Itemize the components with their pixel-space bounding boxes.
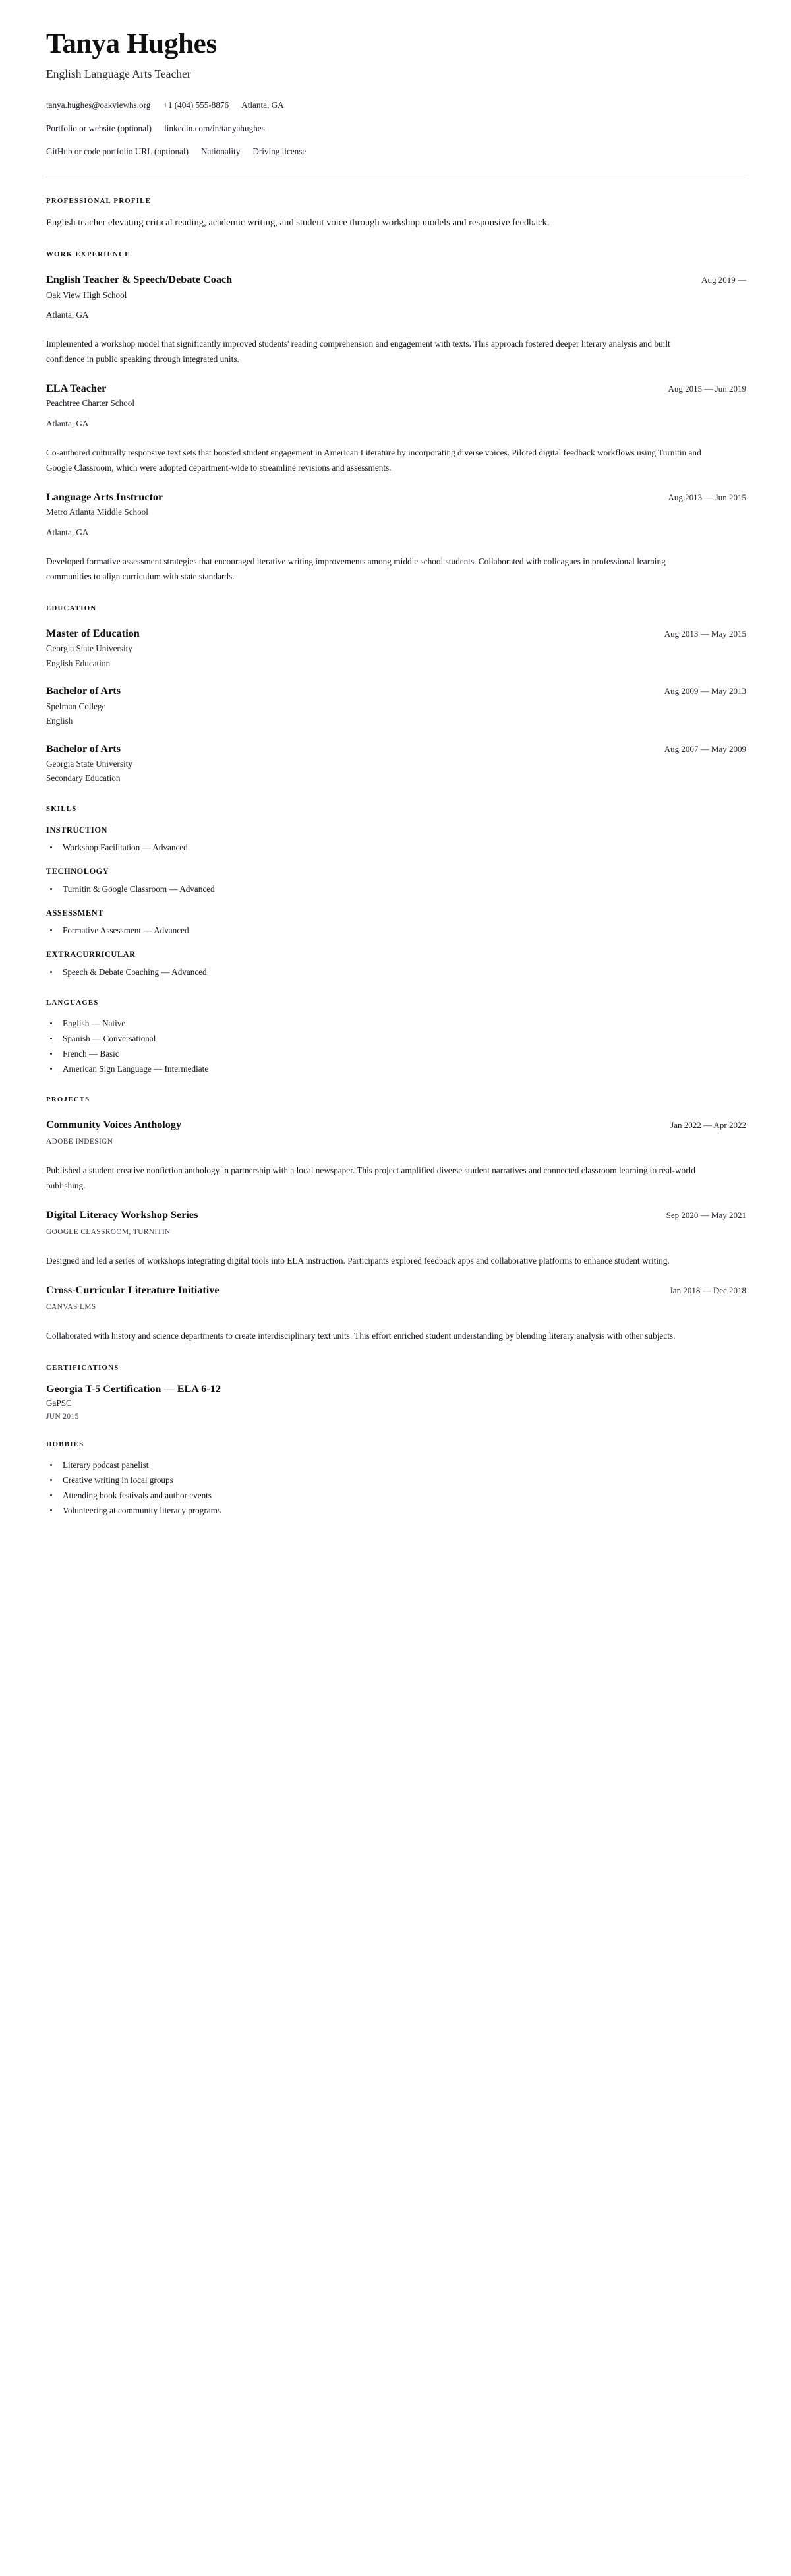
work-employer: Peachtree Charter School [46, 398, 135, 409]
education-field: English Education [46, 658, 111, 668]
project-tech-stack: CANVAS LMS [46, 1303, 96, 1312]
skill-category-label: INSTRUCTION [46, 825, 107, 834]
list-item: Formative Assessment — Advanced [46, 924, 746, 937]
languages-list [46, 1017, 746, 1076]
work-entry-head [46, 273, 746, 286]
work-description: Implemented a workshop model that significantly improved students' reading comprehension and engagement with texts. This approach fostered deeper literary analysis and built confidence in public speaking through integrated units. [46, 339, 670, 365]
hobbies-list [46, 1459, 746, 1517]
work-entry [46, 273, 746, 367]
work-entry-head [46, 382, 746, 395]
list-item: Turnitin & Google Classroom — Advanced [46, 883, 746, 896]
section-heading-projects: PROJECTS [46, 1096, 90, 1104]
section-professional-profile [46, 197, 746, 231]
work-description: Co-authored culturally responsive text sets that boosted student engagement in American Literature by incorporating diverse voices. Piloted digital feedback workflows using Turnitin and Google Classroom, which were adopted department-wide to streamline revisions and assessments. [46, 448, 701, 473]
section-hobbies [46, 1440, 746, 1517]
candidate-job-title: English Language Arts Teacher [46, 67, 191, 81]
list-item: English — Native [46, 1017, 746, 1030]
education-entry-head [46, 627, 746, 640]
section-certifications [46, 1364, 746, 1420]
contact-github-placeholder[interactable]: GitHub or code portfolio URL (optional) [46, 146, 189, 156]
project-description: Published a student creative nonfiction anthology in partnership with a local newspaper. This project amplified diverse student narratives and connected classroom learning to real-world publishing. [46, 1165, 695, 1191]
contact-line-primary [46, 100, 746, 111]
list-item: Workshop Facilitation — Advanced [46, 841, 746, 854]
list-item: Speech & Debate Coaching — Advanced [46, 966, 746, 979]
certification-issuer: GaPSC [46, 1398, 72, 1409]
resume-sheet [46, 29, 746, 1517]
candidate-name: Tanya Hughes [46, 28, 217, 59]
list-item: Spanish — Conversational [46, 1032, 746, 1045]
contact-line-links [46, 123, 746, 134]
contact-driving-license-placeholder[interactable]: Driving license [252, 146, 307, 156]
education-entry [46, 742, 746, 785]
project-entry-head [46, 1118, 746, 1131]
project-date-range: Jan 2018 — Dec 2018 [669, 1285, 746, 1295]
skill-list [46, 883, 746, 896]
contact-line-extra [46, 146, 746, 158]
section-work-experience [46, 250, 746, 585]
contact-nationality-placeholder[interactable]: Nationality [200, 146, 241, 156]
education-field: Secondary Education [46, 773, 121, 784]
education-date-range: Aug 2013 — May 2015 [664, 629, 746, 639]
work-date-range: Aug 2019 — [701, 275, 746, 285]
certification-date: JUN 2015 [46, 1413, 79, 1421]
contact-linkedin[interactable]: linkedin.com/in/tanyahughes [164, 123, 265, 133]
contact-phone[interactable]: +1 (404) 555-8876 [163, 100, 229, 111]
work-job-title: ELA Teacher [46, 382, 107, 395]
work-employer: Oak View High School [46, 289, 127, 300]
work-date-range: Aug 2013 — Jun 2015 [668, 492, 746, 503]
skill-group-extracurricular [46, 950, 746, 979]
contact-portfolio-placeholder[interactable]: Portfolio or website (optional) [46, 123, 152, 133]
list-item: French — Basic [46, 1047, 746, 1061]
project-date-range: Sep 2020 — May 2021 [666, 1210, 746, 1221]
skill-list [46, 841, 746, 854]
education-school: Georgia State University [46, 643, 132, 654]
education-date-range: Aug 2009 — May 2013 [664, 686, 746, 697]
education-degree: Bachelor of Arts [46, 742, 121, 755]
skill-list [46, 966, 746, 979]
section-heading-hobbies: HOBBIES [46, 1440, 84, 1449]
work-location: Atlanta, GA [46, 527, 89, 537]
skill-group-instruction [46, 825, 746, 854]
project-title: Cross-Curricular Literature Initiative [46, 1283, 220, 1296]
list-item: Volunteering at community literacy programs [46, 1504, 746, 1517]
work-entry [46, 382, 746, 476]
education-entry [46, 684, 746, 727]
skill-group-assessment [46, 908, 746, 937]
education-date-range: Aug 2007 — May 2009 [664, 744, 746, 754]
work-job-title: Language Arts Instructor [46, 491, 163, 504]
project-title: Digital Literacy Workshop Series [46, 1209, 198, 1221]
project-tech-stack: GOOGLE CLASSROOM, TURNITIN [46, 1228, 171, 1237]
resume-header [46, 29, 746, 177]
education-field: English [46, 716, 73, 726]
education-degree: Master of Education [46, 628, 140, 640]
project-description: Collaborated with history and science departments to create interdisciplinary text units. This effort enriched student understanding by blending literary analysis with other subjects. [46, 1331, 676, 1341]
work-description: Developed formative assessment strategies that encouraged iterative writing improvements among middle school students. Collaborated with colleagues in professional learning communities to align curriculum with state standards. [46, 556, 666, 582]
section-languages [46, 999, 746, 1076]
work-location: Atlanta, GA [46, 310, 89, 320]
project-tech-stack: ADOBE INDESIGN [46, 1138, 113, 1146]
project-entry-head [46, 1283, 746, 1297]
project-date-range: Jan 2022 — Apr 2022 [670, 1120, 746, 1130]
project-title: Community Voices Anthology [46, 1119, 182, 1131]
certification-entry [46, 1382, 746, 1420]
work-job-title: English Teacher & Speech/Debate Coach [46, 274, 233, 286]
education-entry-head [46, 742, 746, 755]
contact-email[interactable]: tanya.hughes@oakviewhs.org [46, 100, 151, 111]
skill-category-label: ASSESSMENT [46, 908, 103, 918]
education-entry [46, 627, 746, 670]
skill-list [46, 924, 746, 937]
contact-block [46, 100, 746, 157]
work-location: Atlanta, GA [46, 418, 89, 428]
project-description: Designed and led a series of workshops integrating digital tools into ELA instruction. Participants explored feedback apps and collaborative platforms to enhance student writing. [46, 1256, 670, 1266]
section-skills [46, 805, 746, 979]
section-heading-languages: LANGUAGES [46, 998, 99, 1007]
work-entry [46, 490, 746, 585]
section-heading-education: EDUCATION [46, 604, 97, 613]
work-employer: Metro Atlanta Middle School [46, 507, 148, 517]
section-education [46, 604, 746, 785]
skill-group-technology [46, 867, 746, 896]
education-school: Spelman College [46, 701, 106, 711]
section-heading-work: WORK EXPERIENCE [46, 250, 131, 259]
education-entry-head [46, 684, 746, 697]
work-entry-head [46, 490, 746, 504]
list-item: Attending book festivals and author events [46, 1489, 746, 1502]
list-item: American Sign Language — Intermediate [46, 1063, 746, 1076]
section-heading-certifications: CERTIFICATIONS [46, 1363, 119, 1372]
work-date-range: Aug 2015 — Jun 2019 [668, 384, 746, 394]
section-heading-profile: PROFESSIONAL PROFILE [46, 196, 152, 205]
skill-category-label: EXTRACURRICULAR [46, 949, 136, 959]
certification-title: Georgia T-5 Certification — ELA 6-12 [46, 1382, 221, 1395]
education-degree: Bachelor of Arts [46, 685, 121, 697]
contact-location: Atlanta, GA [241, 100, 284, 111]
project-entry [46, 1118, 746, 1194]
project-entry [46, 1283, 746, 1344]
section-projects [46, 1096, 746, 1344]
list-item: Literary podcast panelist [46, 1459, 746, 1472]
list-item: Creative writing in local groups [46, 1474, 746, 1487]
project-entry-head [46, 1208, 746, 1221]
profile-summary-text: English teacher elevating critical reading, academic writing, and student voice through workshop models and responsive feedback. [46, 217, 550, 228]
education-school: Georgia State University [46, 758, 132, 769]
project-entry [46, 1208, 746, 1269]
skill-category-label: TECHNOLOGY [46, 866, 109, 876]
section-heading-skills: SKILLS [46, 804, 77, 813]
